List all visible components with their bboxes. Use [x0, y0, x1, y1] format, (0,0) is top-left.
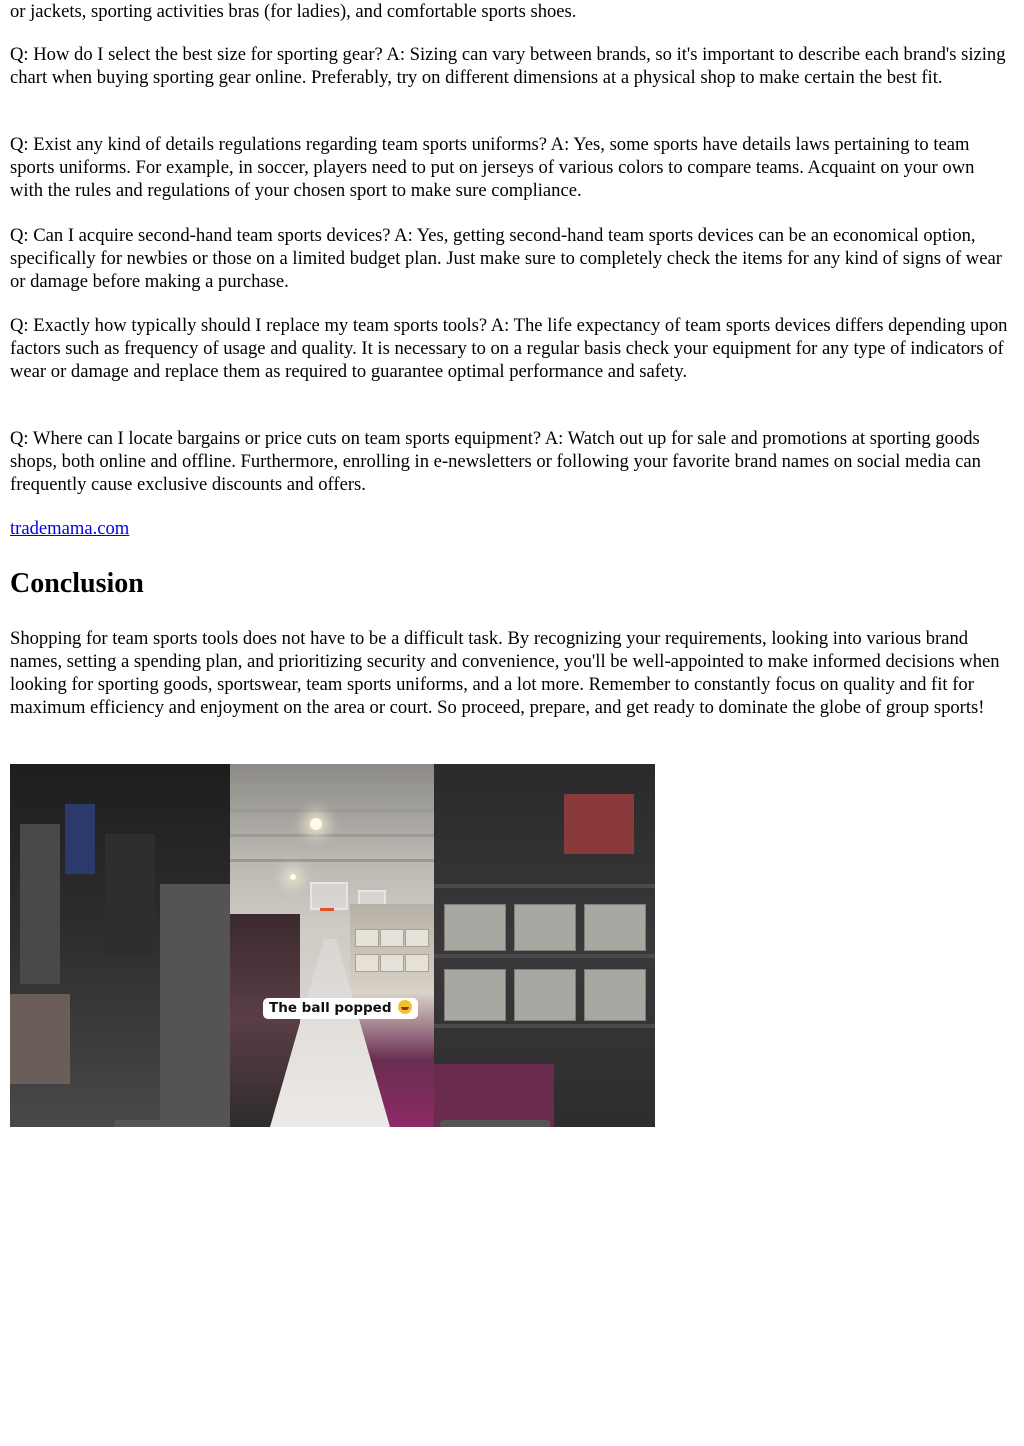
ceiling-beam	[230, 784, 434, 787]
laughing-emoji-icon	[398, 1000, 412, 1014]
paragraph-intro-tail: or jackets, sporting activities bras (for ladies), and comfortable sports shoes.	[10, 1, 577, 22]
trademama-link[interactable]: trademama.com	[10, 518, 130, 539]
shelf	[434, 1024, 655, 1028]
hoop-rim	[320, 908, 334, 911]
basketball-hoop	[310, 882, 348, 910]
conclusion-paragraph: Shopping for team sports tools does not have to be a difficult task. By recognizing your requirements, looking into various brand names, setting a spending plan, and prioritizing security and convenience, you'll be well-appointed to make informed decisions when looking for sporting goods, sportswear, team sports uniforms, and a lot more. Remember to constantly focus on quality and fit for maximum efficiency and enjoyment on the area or court. So proceed, prepare, and get ready to dominate the globe of group sports!	[10, 628, 1000, 718]
ceiling-beam	[230, 859, 434, 862]
ceiling-light	[290, 874, 296, 880]
hoop-backboard	[564, 794, 634, 854]
cooler-box	[405, 929, 429, 947]
video-left-panel	[10, 764, 230, 1127]
faq-sizing: Q: How do I select the best size for sporting gear? A: Sizing can vary between brands, so it's important to describe each brand's sizing chart when buying sporting gear online. Preferably, try on different dimensions at a physical shop to make certain the best fit.	[10, 44, 1006, 88]
video-right-panel	[434, 764, 655, 1127]
cooler-box	[405, 954, 429, 972]
cooler-box	[584, 969, 646, 1021]
video-thumbnail[interactable]	[10, 764, 655, 1127]
cooler-box	[514, 969, 576, 1021]
cooler-box	[584, 904, 646, 951]
faq-replace-tools: Q: Exactly how typically should I replace my team sports tools? A: The life expectancy of team sports devices differs depending upon factors such as frequency of usage and quality. It is necessary to on a regular basis check your equipment for any type of indicators of wear or damage and replace them as required to guarantee optimal performance and safety.	[10, 315, 1008, 382]
cooler-box	[355, 954, 379, 972]
conclusion-heading: Conclusion	[10, 568, 144, 599]
clothing-rack	[10, 994, 70, 1084]
shelf	[434, 954, 655, 958]
ceiling-beam	[230, 809, 434, 812]
shelf	[434, 884, 655, 888]
cooler-box	[444, 904, 506, 951]
video-caption-text: The ball popped	[269, 1000, 392, 1016]
video-caption	[263, 998, 418, 1019]
ceiling-beam	[230, 834, 434, 837]
aisle-floor	[160, 884, 230, 1127]
clothing-rack	[20, 824, 60, 984]
cooler-box	[514, 904, 576, 951]
faq-bargains: Q: Where can I locate bargains or price cuts on team sports equipment? A: Watch out up for sale and promotions at sporting goods shops, both online and offline. Furthermore, enrolling in e-newsletters or following your favorite brand names on social media can frequently cause exclusive discounts and offers.	[10, 428, 981, 495]
ceiling-light	[310, 818, 322, 830]
link-paragraph	[10, 517, 129, 540]
clothing-rack	[65, 804, 95, 874]
progress-bar	[440, 1120, 550, 1127]
cooler-box	[380, 929, 404, 947]
cooler-box	[444, 969, 506, 1021]
clothing-rack	[105, 834, 155, 954]
progress-bar	[114, 1120, 229, 1127]
video-center-panel	[230, 764, 434, 1127]
faq-second-hand: Q: Can I acquire second-hand team sports devices? A: Yes, getting second-hand team sports devices can be an economical option, specifically for newbies or those on a limited budget plan. Just make sure to completely check the items for any kind of signs of wear or damage before making a purchase.	[10, 225, 1002, 292]
cooler-box	[380, 954, 404, 972]
faq-uniform-regulations: Q: Exist any kind of details regulations regarding team sports uniforms? A: Yes, some sports have details laws pertaining to team sports uniforms. For example, in soccer, players need to put on jerseys of various colors to compare teams. Acquaint on your own with the rules and regulations of your chosen sport to make sure compliance.	[10, 134, 975, 201]
cooler-box	[355, 929, 379, 947]
magenta-cooler	[434, 1064, 554, 1127]
